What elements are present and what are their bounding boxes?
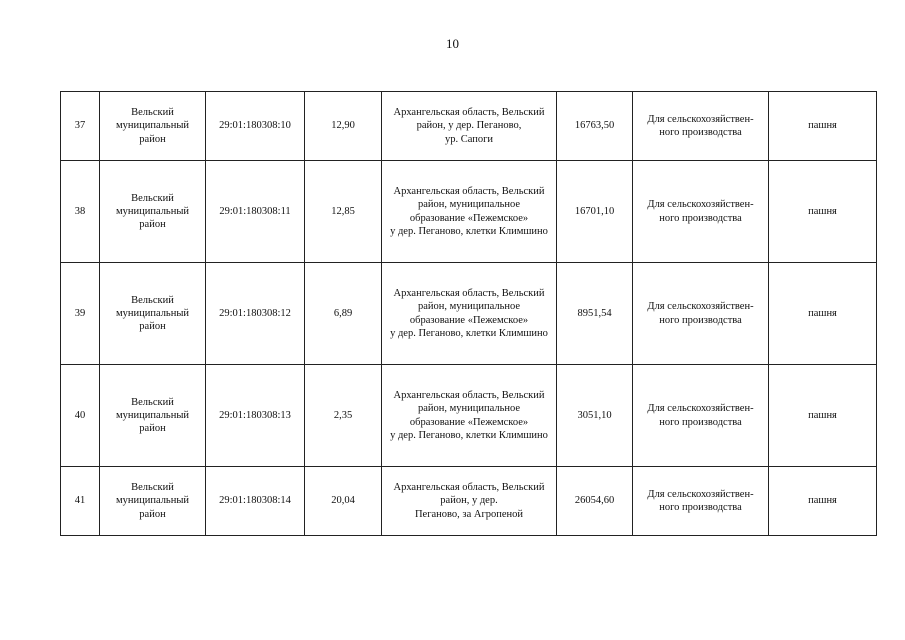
- land-plots-table: [60, 91, 877, 536]
- row-number-cell: 37: [61, 92, 100, 161]
- location-cell: Архангельская область, Вельский район, муниципальное образование «Пежемское» у дер. Пеганово, клетки Климшино: [382, 263, 557, 365]
- row-number-cell: 40: [61, 365, 100, 467]
- table-row: [61, 161, 877, 263]
- location-cell: Архангельская область, Вельский район, у дер. Пеганово, ур. Сапоги: [382, 92, 557, 161]
- purpose-cell: Для сельскохозяйствен- ного производства: [633, 161, 769, 263]
- purpose-cell: Для сельскохозяйствен- ного производства: [633, 467, 769, 536]
- land-type-cell: пашня: [769, 161, 877, 263]
- cadastral-value-cell: 16763,50: [557, 92, 633, 161]
- cadastral-number-cell: 29:01:180308:11: [206, 161, 305, 263]
- land-type-cell: пашня: [769, 467, 877, 536]
- row-number-cell: 41: [61, 467, 100, 536]
- purpose-cell: Для сельскохозяйствен- ного производства: [633, 92, 769, 161]
- cadastral-value-cell: 8951,54: [557, 263, 633, 365]
- land-type-cell: пашня: [769, 365, 877, 467]
- row-number-cell: 38: [61, 161, 100, 263]
- page-number: 10: [446, 36, 459, 51]
- purpose-cell: Для сельскохозяйствен- ного производства: [633, 365, 769, 467]
- area-cell: 2,35: [305, 365, 382, 467]
- location-cell: Архангельская область, Вельский район, у дер. Пеганово, за Агропеной: [382, 467, 557, 536]
- area-cell: 12,90: [305, 92, 382, 161]
- district-cell: Вельский муниципальный район: [100, 467, 206, 536]
- area-cell: 6,89: [305, 263, 382, 365]
- row-number-cell: 39: [61, 263, 100, 365]
- purpose-cell: Для сельскохозяйствен- ного производства: [633, 263, 769, 365]
- district-cell: Вельский муниципальный район: [100, 365, 206, 467]
- area-cell: 20,04: [305, 467, 382, 536]
- district-cell: Вельский муниципальный район: [100, 161, 206, 263]
- cadastral-number-cell: 29:01:180308:14: [206, 467, 305, 536]
- table-row: [61, 92, 877, 161]
- table-row: [61, 467, 877, 536]
- district-cell: Вельский муниципальный район: [100, 92, 206, 161]
- district-cell: Вельский муниципальный район: [100, 263, 206, 365]
- land-type-cell: пашня: [769, 92, 877, 161]
- location-cell: Архангельская область, Вельский район, муниципальное образование «Пежемское» у дер. Пеганово, клетки Климшино: [382, 161, 557, 263]
- land-type-cell: пашня: [769, 263, 877, 365]
- cadastral-number-cell: 29:01:180308:12: [206, 263, 305, 365]
- table-row: [61, 365, 877, 467]
- cadastral-number-cell: 29:01:180308:13: [206, 365, 305, 467]
- location-cell: Архангельская область, Вельский район, муниципальное образование «Пежемское» у дер. Пеганово, клетки Климшино: [382, 365, 557, 467]
- cadastral-value-cell: 16701,10: [557, 161, 633, 263]
- table-row: [61, 263, 877, 365]
- cadastral-value-cell: 3051,10: [557, 365, 633, 467]
- cadastral-number-cell: 29:01:180308:10: [206, 92, 305, 161]
- cadastral-value-cell: 26054,60: [557, 467, 633, 536]
- area-cell: 12,85: [305, 161, 382, 263]
